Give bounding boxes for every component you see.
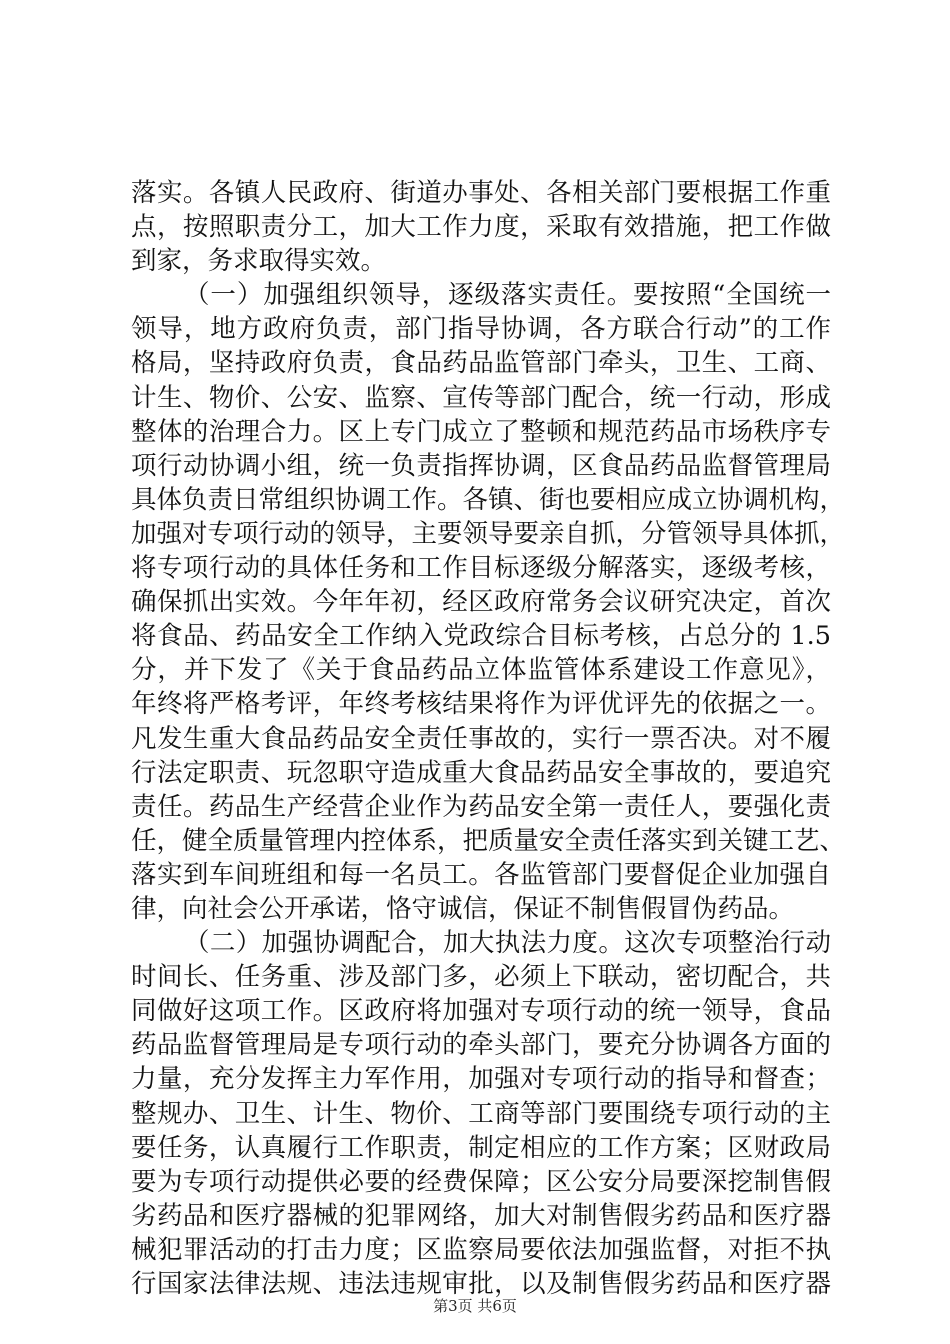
text-line: 械犯罪活动的打击力度；区监察局要依法加强监督，对拒不执 [131,1234,831,1265]
text-line: 加强对专项行动的领导，主要领导要亲自抓，分管领导具体抓， [131,518,846,549]
text-line: 时间长、任务重、涉及部门多，必须上下联动，密切配合，共 [131,962,831,993]
text-line: 计生、物价、公安、监察、宣传等部门配合，统一行动，形成 [131,382,831,413]
text-line: 格局，坚持政府负责，食品药品监管部门牵头，卫生、工商、 [131,348,831,379]
text-line: 确保抓出实效。今年年初，经区政府常务会议研究决定，首次 [131,587,831,618]
page-number: 第3页 共6页 [433,1297,517,1315]
section-heading-line: （二）加强协调配合，加大执法力度。这次专项整治行动 [184,928,831,959]
text-line: 年终将严格考评，年终考核结果将作为评优评先的依据之一。 [131,689,831,720]
text-line: 点，按照职责分工，加大工作力度，采取有效措施，把工作做 [131,212,831,243]
text-line: 律，向社会公开承诺，恪守诚信，保证不制售假冒伪药品。 [131,893,795,924]
text-line: 药品监督管理局是专项行动的牵头部门，要充分协调各方面的 [131,1030,831,1061]
text-line: 行国家法律法规、违法违规审批，以及制售假劣药品和医疗器 [131,1269,831,1299]
text-line: 整体的治理合力。区上专门成立了整顿和规范药品市场秩序专 [131,416,831,447]
text-line: 项行动协调小组，统一负责指挥协调，区食品药品监督管理局 [131,450,831,481]
text-line: 责任。药品生产经营企业作为药品安全第一责任人，要强化责 [131,791,831,822]
text-line: 落实到车间班组和每一名员工。各监管部门要督促企业加强自 [131,859,831,890]
text-line: 落实。各镇人民政府、街道办事处、各相关部门要根据工作重 [131,178,831,208]
text-line: 整规办、卫生、计生、物价、工商等部门要围绕专项行动的主 [131,1098,831,1129]
text-line: 分，并下发了《关于食品药品立体监管体系建设工作意见》， [131,655,831,686]
text-line: 劣药品和医疗器械的犯罪网络，加大对制售假劣药品和医疗器 [131,1200,831,1231]
text-line: 将食品、药品安全工作纳入党政综合目标考核，占总分的 1.5 [131,621,831,652]
text-line: 凡发生重大食品药品安全责任事故的，实行一票否决。对不履 [131,723,831,754]
text-line: 同做好这项工作。区政府将加强对专项行动的统一领导，食品 [131,996,831,1027]
section-heading-line: （一）加强组织领导，逐级落实责任。要按照“全国统一 [184,280,831,311]
text-line: 到家，务求取得实效。 [131,246,387,277]
text-line: 力量，充分发挥主力军作用，加强对专项行动的指导和督查； [131,1064,831,1095]
text-line: 将专项行动的具体任务和工作目标逐级分解落实，逐级考核， [131,553,831,584]
text-line: 任，健全质量管理内控体系，把质量安全责任落实到关键工艺、 [131,825,846,856]
document-body [131,176,846,1301]
page-footer [0,1296,950,1316]
text-line: 要任务，认真履行工作职责，制定相应的工作方案；区财政局 [131,1132,831,1163]
text-line: 具体负责日常组织协调工作。各镇、街也要相应成立协调机构， [131,484,846,515]
text-line: 领导，地方政府负责，部门指导协调，各方联合行动”的工作 [131,314,831,345]
text-line: 要为专项行动提供必要的经费保障；区公安分局要深挖制售假 [131,1166,831,1197]
text-line: 行法定职责、玩忽职守造成重大食品药品安全事故的，要追究 [131,757,831,788]
